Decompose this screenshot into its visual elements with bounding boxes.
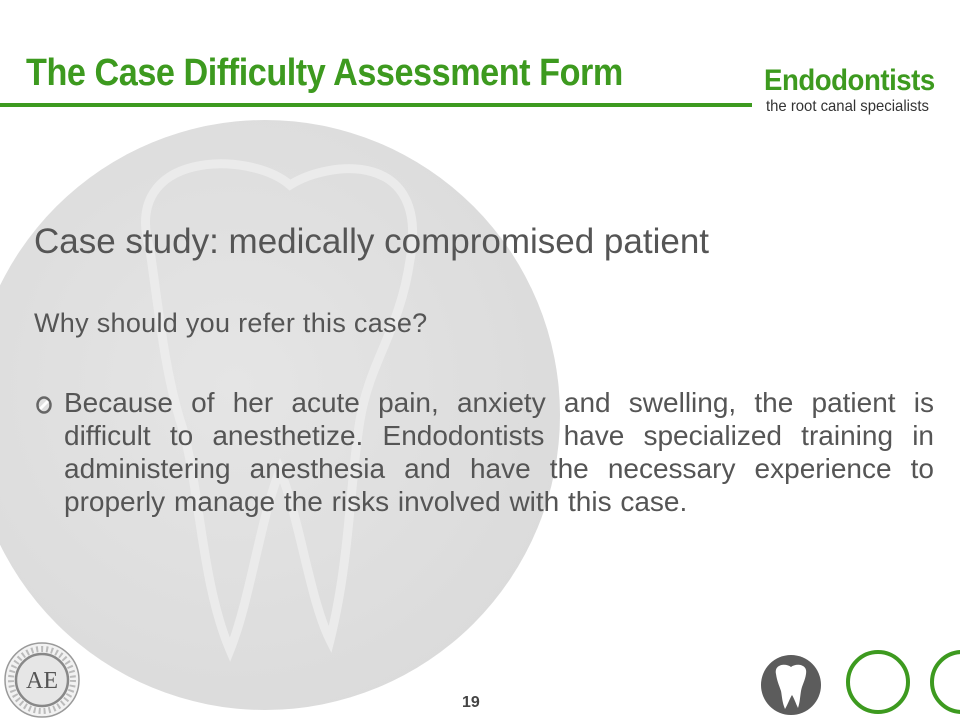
logo-wordmark: Endodontists bbox=[764, 64, 935, 97]
logo-tagline: the root canal specialists bbox=[766, 98, 929, 115]
title-divider bbox=[0, 103, 752, 107]
case-question: Why should you refer this case? bbox=[34, 308, 428, 338]
green-ring-icon bbox=[846, 650, 910, 714]
slide-title: The Case Difficulty Assessment Form bbox=[26, 52, 623, 94]
endodontists-logo bbox=[764, 64, 954, 124]
bullet-text: Because of her acute pain, anxiety and swelling, the patient is difficult to anesthetize. Endodontists have specialized training in administering anesthesia and have the necessary experience to properly manage the risks involved with this case. bbox=[64, 387, 934, 517]
case-heading: Case study: medically compromised patient bbox=[34, 222, 710, 261]
svg-text:AE: AE bbox=[26, 668, 58, 694]
bullet-icon bbox=[36, 396, 52, 414]
page-number: 19 bbox=[462, 694, 480, 711]
tooth-circle-icon bbox=[758, 650, 824, 720]
aae-seal-icon bbox=[2, 640, 82, 720]
